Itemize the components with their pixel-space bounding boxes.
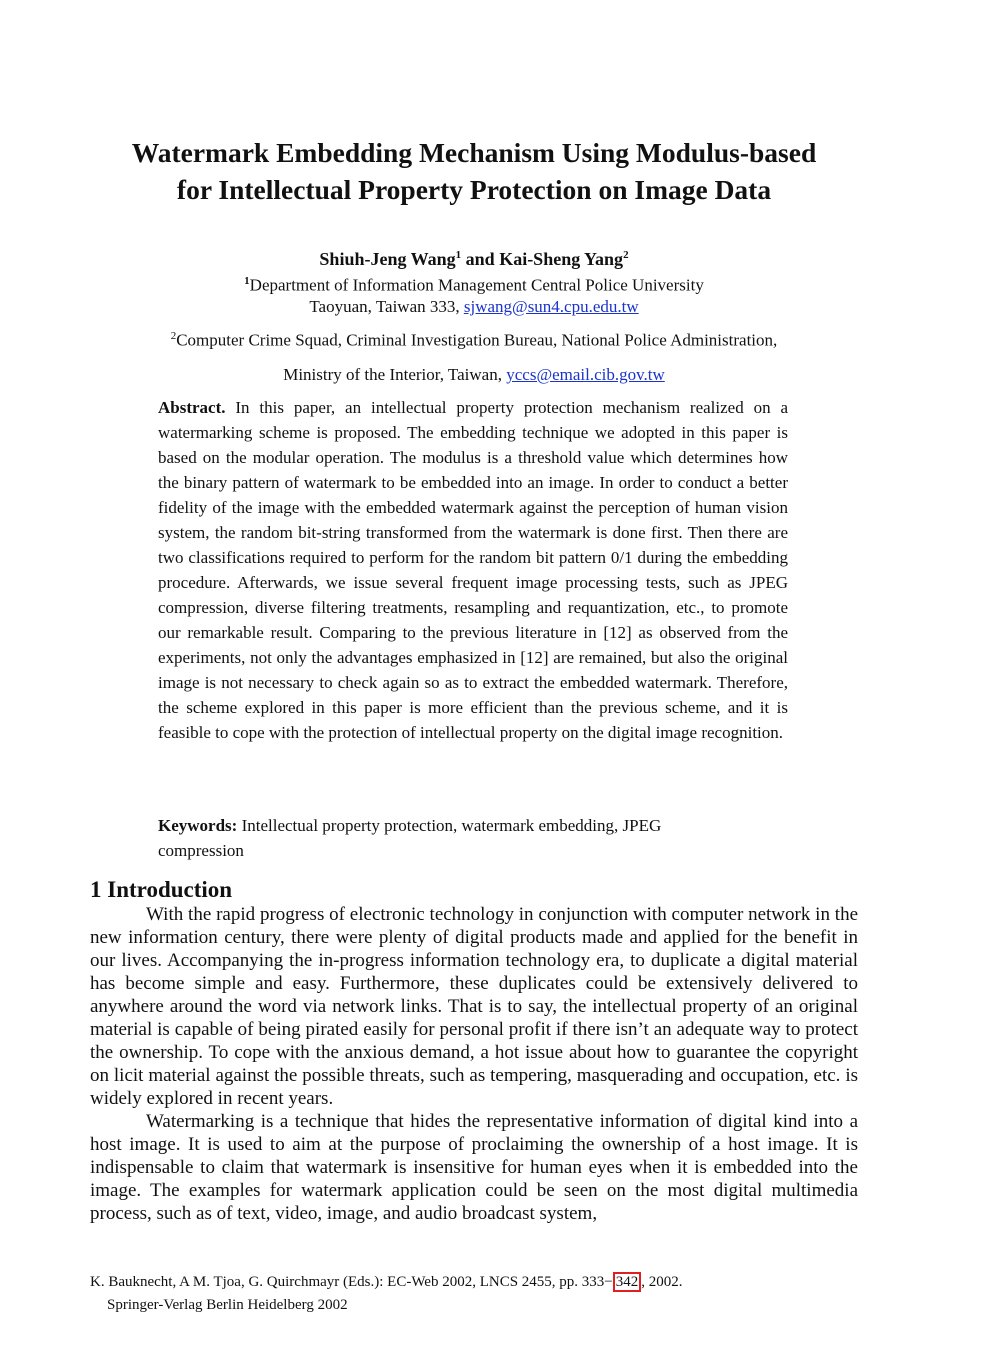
body-paragraph: With the rapid progress of electronic technology in conjunction with computer network in the new information century, there were plenty of digital products made and applied for the benefit in our lives. Accompanying the in-progress information technology era, to duplicate a digital material has become simple and easy. Furthermore, these duplicates could be extensively delivered to anywhere around the word via network links. That is to say, the intellectual property of an original material is capable of being pirated easily for personal profit if there isn’t an adequate way to protect the ownership. To cope with the anxious demand, a hot issue about how to guarantee the copyright on licit material against the possible threats, such as tempering, masquerading and occupation, etc. is widely explored in recent years.: [90, 904, 858, 1109]
title-line-2: for Intellectual Property Protection on Image Data: [176, 174, 772, 205]
paper-title: [60, 134, 888, 208]
author-1: Shiuh-Jeng Wang: [319, 249, 456, 269]
keywords-text: Intellectual property protection, watermark embedding, JPEG compression: [158, 816, 662, 860]
abstract-text: In this paper, an intellectual property protection mechanism realized on a watermarking scheme is proposed. The embedding technique we adopted in this paper is based on the modular operation. The modulus is a threshold value which determines how the binary pattern of watermark to be embedded into an image. In order to conduct a better fidelity of the image with the embedded watermark against the perception of human vision system, the random bit-string transformed from the watermark is done first. Then there are two classifications required to perform for the random bit pattern 0/1 during the embedding procedure. Afterwards, we issue several frequent image processing tests, such as JPEG compression, diverse filtering treatments, resampling and requantization, etc., to promote our remarkable result. Comparing to the previous literature in [12] as observed from the experiments, not only the advantages emphasized in [12] are remained, but also the original image is not necessary to check again so as to extract the embedded watermark. Therefore, the scheme explored in this paper is more efficient than the previous scheme, and it is feasible to cope with the protection of intellectual property on the digital image recognition.: [158, 398, 788, 742]
affiliation-1-line-1: [0, 269, 948, 298]
page-footer: [90, 1271, 890, 1317]
author-and: and: [461, 249, 500, 269]
affiliation-1-address: Taoyuan, Taiwan 333,: [309, 297, 464, 316]
affiliation-2-email-link[interactable]: yccs@email.cib.gov.tw: [506, 365, 665, 384]
affiliation-1-line-2: [0, 295, 948, 319]
affiliation-2-name: Computer Crime Squad, Criminal Investigation Bureau, National Police Administration,: [176, 330, 778, 350]
section-heading-introduction: 1 Introduction: [90, 877, 233, 902]
keywords: [158, 813, 738, 863]
author-line: [0, 243, 948, 271]
affiliation-2-sup: 2: [170, 330, 177, 342]
footer-publisher: Springer-Verlag Berlin Heidelberg 2002: [107, 1297, 348, 1313]
affiliation-1-email-link[interactable]: sjwang@sun4.cpu.edu.tw: [463, 297, 639, 316]
affiliation-1-name: Department of Information Management Central Police University: [249, 275, 704, 295]
author-2: Kai-Sheng Yang: [499, 249, 624, 269]
abstract: [158, 395, 788, 745]
footer-year: , 2002.: [641, 1274, 683, 1290]
abstract-label: Abstract.: [158, 398, 226, 417]
affiliation-1-sup: 1: [244, 275, 250, 287]
affiliation-2-line-1: [0, 324, 948, 353]
affiliation-2-line-2: [0, 363, 948, 387]
page-end-number: 342: [613, 1272, 642, 1292]
keywords-label: Keywords:: [158, 816, 238, 835]
body-paragraph: Watermarking is a technique that hides the representative information of digital kind into a host image. It is used to aim at the purpose of proclaiming the ownership of a host image. It is indispensable to claim that watermark is insensitive for human eyes when it is embedded into the image. The examples for watermark application could be seen on the most digital multimedia process, such as of text, video, image, and audio broadcast system,: [90, 1111, 858, 1224]
footer-citation: [90, 1271, 890, 1294]
affiliation-2-address: Ministry of the Interior, Taiwan,: [283, 365, 507, 384]
section-body: [90, 903, 858, 1225]
footer-citation-text: K. Bauknecht, A M. Tjoa, G. Quirchmayr (Eds.): EC-Web 2002, LNCS 2455, pp. 333−: [90, 1274, 613, 1290]
author-1-sup: 1: [455, 249, 462, 261]
title-line-1: Watermark Embedding Mechanism Using Modulus-based: [131, 137, 817, 168]
author-2-sup: 2: [623, 249, 629, 261]
